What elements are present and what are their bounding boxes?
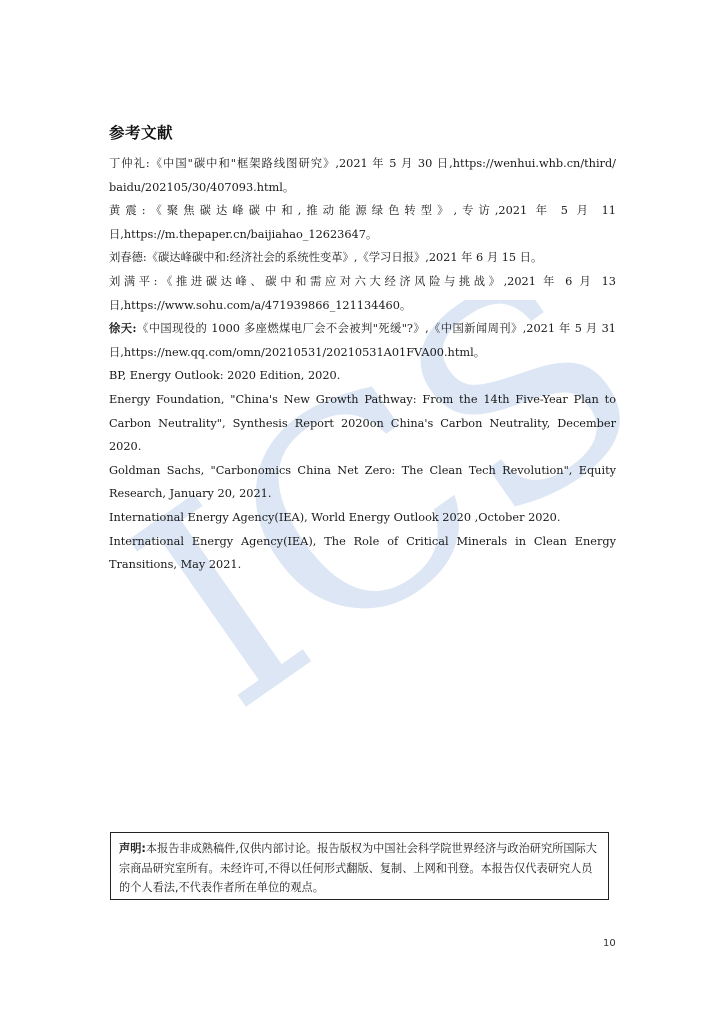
reference-item: Goldman Sachs, "Carbonomics China Net Zero: The Clean Tech Revolution", Equity Research, January 20, 2021. [109,463,616,501]
page-number: 10 [603,938,616,949]
reference-item: BP, Energy Outlook: 2020 Edition, 2020. [109,369,341,383]
reference-item: 丁仲礼:《中国"碳中和"框架路线图研究》,2021 年 5 月 30 日,https://wenhui.whb.cn/third/ baidu/202105/30/407093.html。 [109,157,616,194]
reference-item: Energy Foundation, "China's New Growth Pathway: From the 14th Five-Year Plan to Carbon Neutrality", Synthesis Report 2020on China's Carbon Neutrality, December 2020. [109,392,616,454]
reference-list [109,152,616,577]
reference-item: 黄震:《聚焦碳达峰碳中和,推动能源绿色转型》,专访,2021 年 5 月 11 日,https://m.thepaper.cn/baijiahao_12623647。 [109,204,616,241]
reference-item: 刘满平:《推进碳达峰、碳中和需应对六大经济风险与挑战》,2021 年 6 月 13 日,https://www.sohu.com/a/471939866_121134460。 [109,274,616,312]
watermark-text: ICS [110,300,630,720]
disclaimer-text: 本报告非成熟稿件,仅供内部讨论。报告版权为中国社会科学院世界经济与政治研究所国际大宗商品研究室所有。未经许可,不得以任何形式翻版、复制、上网和刊登。本报告仅代表研究人员的个人看法,不代表作者所在单位的观点。 [119,842,597,895]
reference-item: 刘春德:《碳达峰碳中和:经济社会的系统性变革》,《学习日报》,2021 年 6 月 15 日。 [109,251,543,265]
reference-author: 徐天: [109,321,137,336]
reference-item [109,317,616,364]
disclaimer-box [110,832,609,900]
page-title: 参考文献 [109,124,174,142]
reference-text: 《中国现役的 1000 多座燃煤电厂会不会被判"死缓"?》,《中国新闻周刊》,2021 年 5 月 31 日,https://new.qq.com/omn/20210531/20210531A01FVA00.html。 [109,322,616,359]
reference-item: International Energy Agency(IEA), The Role of Critical Minerals in Clean Energy Transitions, May 2021. [109,534,616,572]
reference-item: International Energy Agency(IEA), World Energy Outlook 2020 ,October 2020. [109,510,561,524]
disclaimer-heading: 声明: [119,842,146,855]
